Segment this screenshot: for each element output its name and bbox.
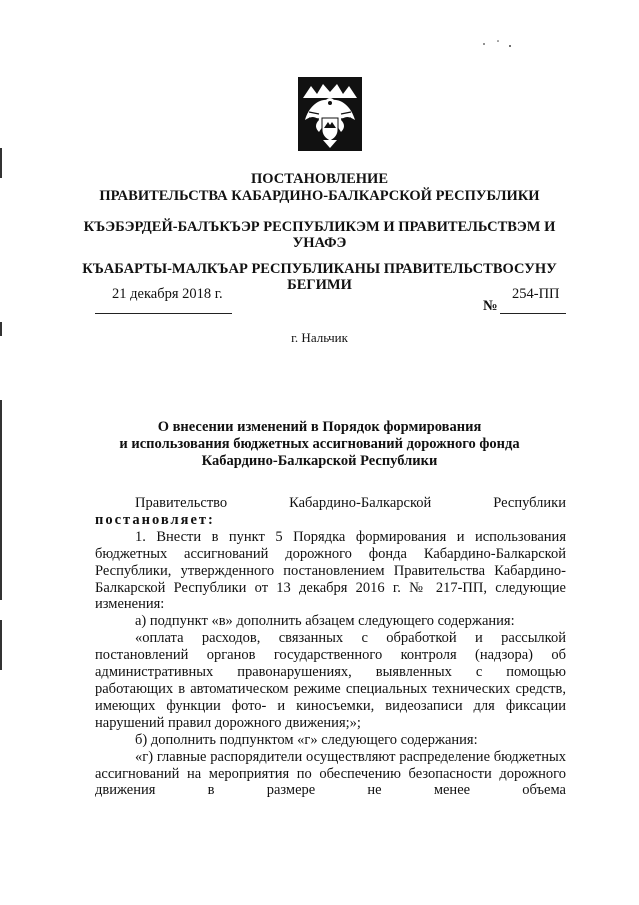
body-intro: Правительство Кабардино-Балкарской Республики	[135, 495, 566, 511]
number-underline	[500, 313, 566, 314]
document-title: ПОСТАНОВЛЕНИЕ	[250, 171, 388, 187]
authority-krc-line1: КЪАБАРТЫ-МАЛКЪАР РЕСПУБЛИКАНЫ ПРАВИТЕЛЬСТВОСУНУ	[82, 261, 557, 277]
body-item1a: а) подпункт «в» дополнить абзацем следующего содержания:	[135, 613, 515, 630]
document-body	[95, 495, 566, 799]
scan-specks	[480, 38, 520, 50]
document-city: г. Нальчик	[291, 330, 348, 345]
date-underline	[95, 313, 232, 314]
number-label: №	[483, 298, 498, 314]
authority-ru: ПРАВИТЕЛЬСТВА КАБАРДИНО-БАЛКАРСКОЙ РЕСПУБЛИКИ	[99, 188, 540, 204]
body-quote1: «оплата расходов, связанных с обработкой и рассылкой постановлений органов государственного контроля (надзора) об административных правонарушениях, выявленных с помощью работающих в автоматическом режиме специальных технических средств, имеющих функции фото- и киносъемки, видеозаписи для фиксации нарушений правил дорожного движения;»;	[95, 630, 566, 731]
document-date: 21 декабря 2018 г.	[112, 286, 223, 302]
body-item1b: б) дополнить подпунктом «г» следующего содержания:	[135, 731, 478, 748]
document-number: 254-ПП	[512, 286, 560, 302]
authority-kbd-line2: УНАФЭ	[292, 235, 347, 251]
body-quote2: «г) главные распорядители осуществляют распределение бюджетных ассигнований на мероприятия по обеспечению безопасности дорожного движения в размере не менее объема	[95, 748, 566, 799]
subject-line2: и использования бюджетных ассигнований дорожного фонда	[119, 436, 520, 452]
subject-line1: О внесении изменений в Порядок формирования	[157, 419, 482, 435]
body-decrees: постановляет:	[95, 511, 215, 528]
body-item1: 1. Внести в пункт 5 Порядка формирования и использования бюджетных ассигнований дорожного фонда Кабардино-Балкарской Республики, утвержденного постановлением Правительства Кабардино-Балкарской Республики от 13 декабря 2016 г. № 217-ПП, следующие изменения:	[95, 528, 566, 613]
subject-line3: Кабардино-Балкарской Республики	[201, 453, 438, 469]
authority-kbd-line1: КЪЭБЭРДЕЙ-БАЛЪКЪЭР РЕСПУБЛИКЭМ И ПРАВИТЕЛЬСТВЭМ И	[83, 219, 556, 235]
authority-krc-line2: БЕГИМИ	[287, 277, 352, 293]
scan-edge-mark	[0, 620, 2, 670]
coat-of-arms-emblem	[297, 76, 363, 152]
